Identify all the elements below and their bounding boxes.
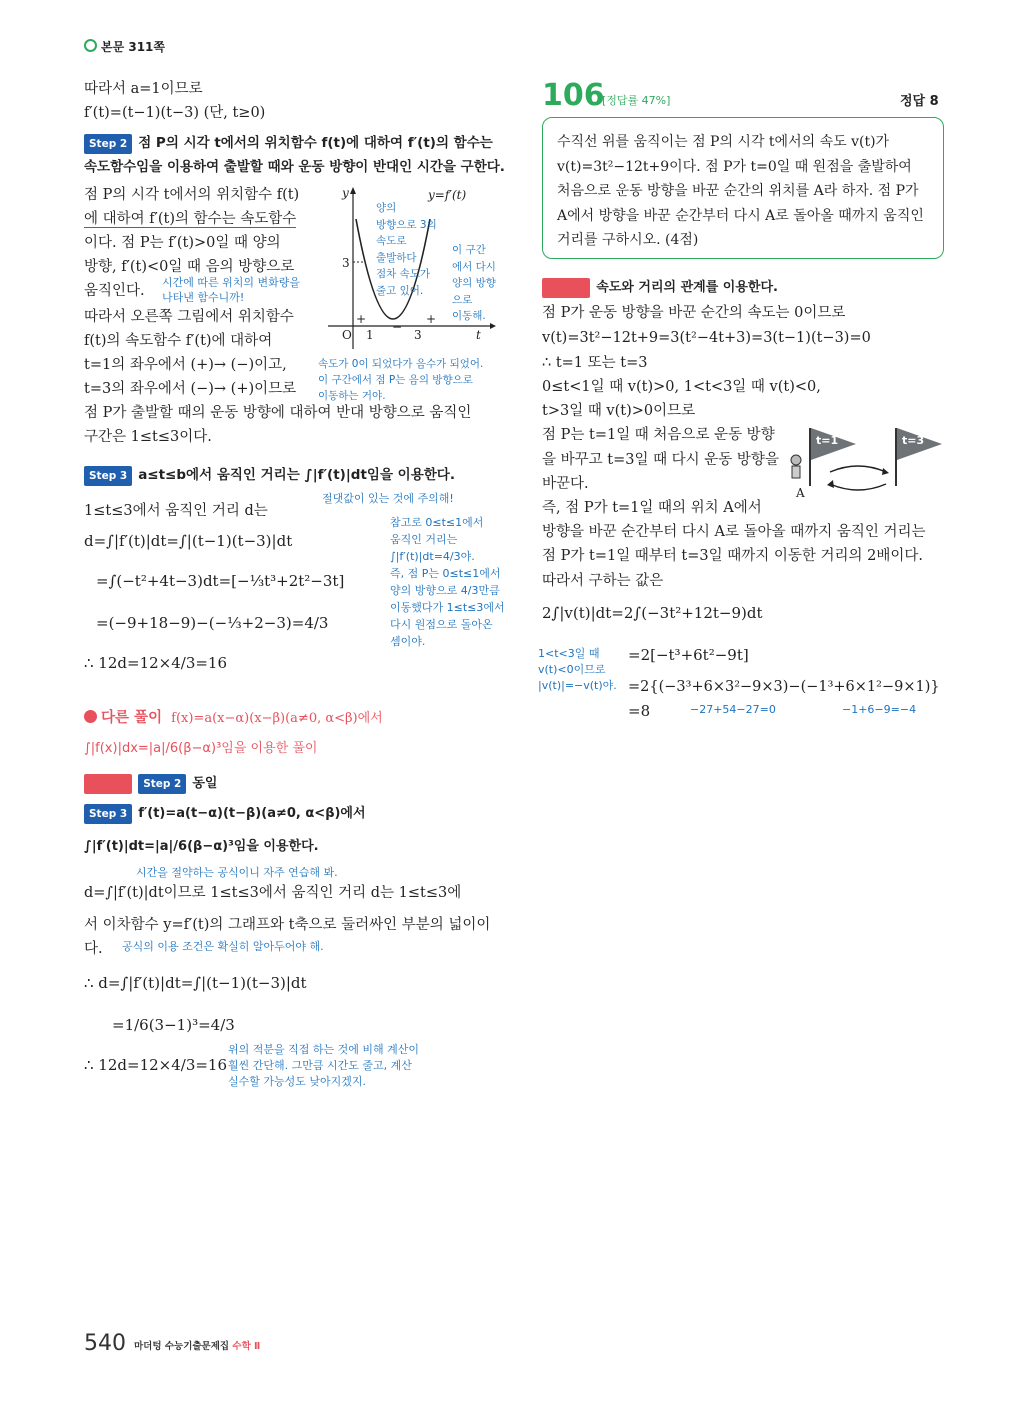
- y-tick-label: 3: [342, 256, 350, 270]
- problem-box: [542, 117, 944, 259]
- problem-number: 106: [542, 78, 605, 113]
- problem-line: 수직선 위를 움직이는 점 P의 시각 t에서의 속도 v(t)가: [557, 134, 890, 150]
- page-reference: 본문 311쪽: [84, 38, 165, 55]
- text-line: ∴ t=1 또는 t=3: [542, 355, 648, 371]
- equation: =2[−t³+6t²−9t]: [628, 646, 749, 664]
- book-title: 마더텅 수능기출문제집 수학 Ⅱ: [134, 1341, 261, 1352]
- equation: =2{(−3³+6×3²−9×3)−(−1³+6×1²−9×1)}: [628, 679, 940, 695]
- text-line: 을 바꾸고 t=3일 때 다시 운동 방향을: [542, 452, 779, 468]
- side-note: 시간에 따른 위치의 변화량을 나타낸 함수니까!: [162, 276, 301, 304]
- alt-step3: Step 3 f′(t)=a(t−α)(t−β)(a≠0, α<β)에서: [84, 804, 366, 824]
- page-number: 540: [84, 1331, 126, 1356]
- equation: =(−9+18−9)−(−⅓+2−3)=4/3: [96, 614, 329, 632]
- point-label: A: [796, 486, 805, 500]
- final-note: 1<t<3일 때 v(t)<0이므로 |v(t)|=−v(t)야.: [538, 647, 617, 692]
- text-line: v(t)=3t²−12t+9=3(t²−4t+3)=3(t−1)(t−3)=0: [542, 330, 871, 346]
- alt-steps-same: Step 1 Step 2 동일: [84, 774, 218, 794]
- text-line: 0≤t<1일 때 v(t)>0, 1<t<3일 때 v(t)<0,: [542, 379, 821, 395]
- text-line: t=1의 좌우에서 (+)→ (−)이고,: [84, 357, 287, 373]
- text-line: 에 대하여 f′(t)의 함수는 속도함수: [84, 211, 297, 227]
- equation: ∴ 12d=12×4/3=16: [84, 654, 228, 672]
- equation: 2∫|v(t)|dt=2∫(−3t²+12t−9)dt: [542, 604, 763, 622]
- equation: d=∫|f′(t)|dt=∫|(t−1)(t−3)|dt: [84, 532, 293, 550]
- text-line: 이다. 점 P는 f′(t)>0일 때 양의: [84, 235, 281, 251]
- problem-line: 처음으로 운동 방향을 바꾼 순간의 위치를 A라 하자. 점 P가: [557, 183, 919, 199]
- person-icon: [791, 455, 801, 465]
- step-badge: Step 2: [84, 134, 132, 154]
- text-line: 움직인다.: [84, 283, 145, 299]
- right-step1-header: Step 1 속도와 거리의 관계를 이용한다.: [542, 278, 778, 298]
- step-badge: Step 3: [84, 466, 132, 486]
- text-line: 점 P가 t=1일 때부터 t=3일 때까지 이동한 거리의 2배이다.: [542, 548, 923, 564]
- alt-step3-line2: ∫|f′(t)|dt=|a|/6(β−α)³임을 이용한다.: [84, 839, 319, 854]
- problem-line: 거리를 구하시오. (4점): [557, 232, 699, 248]
- side-note: 시간을 절약하는 공식이니 자주 연습해 봐.: [136, 866, 338, 879]
- sign-label: −: [392, 320, 403, 334]
- text-line: t=3의 좌우에서 (−)→ (+)이므로: [84, 381, 297, 397]
- graph-note-right: 이 구간 에서 다시 양의 방향 으로 이동해.: [452, 244, 496, 322]
- problem-line: A에서 방향을 바꾼 순간부터 다시 A로 돌아올 때까지 움직인: [557, 207, 924, 224]
- tick-label: 3: [414, 328, 422, 342]
- final-note: 위의 적분을 직접 하는 것에 비해 계산이 훨씬 간단해. 그만큼 시간도 줄고, 계산 실수할 가능성도 낮아지겠지.: [228, 1043, 419, 1088]
- problem-line: v(t)=3t²−12t+9이다. 점 P가 t=0일 때 원점을 출발하여: [557, 158, 912, 175]
- text-line: 다.: [84, 941, 103, 957]
- text-line: 바꾼다.: [542, 476, 589, 492]
- graph-note-bottom: 속도가 0이 되었다가 음수가 되었어. 이 구간에서 점 P는 음의 방향으로 이동하는 거야.: [318, 358, 484, 402]
- sign-label: +: [356, 312, 367, 326]
- text-line: t>3일 때 v(t)>0이므로: [542, 403, 696, 419]
- text-line: 1≤t≤3에서 움직인 거리 d는: [84, 503, 268, 519]
- step3-header: Step 3 a≤t≤b에서 움직인 거리는 ∫|f′(t)|dt임을 이용한다.: [84, 466, 455, 486]
- side-note: 절댓값이 있는 것에 주의해!: [322, 492, 454, 505]
- step2-header: Step 2 점 P의 시각 t에서의 위치함수 f(t)에 대하여 f′(t)의 함수는: [84, 134, 493, 154]
- text-line: 서 이차함수 y=f′(t)의 그래프와 t축으로 둘러싸인 부분의 넓이이: [84, 917, 491, 933]
- star-circle-icon: [84, 710, 97, 723]
- equation: ∴ d=∫|f′(t)|dt=∫|(t−1)(t−3)|dt: [84, 974, 307, 992]
- step2-header-line2: 속도함수임을 이용하여 출발할 때와 운동 방향이 반대인 시간을 구한다.: [84, 159, 505, 175]
- alt-solution-title: 다른 풀이 f(x)=a(x−α)(x−β)(a≠0, α<β)에서: [84, 706, 383, 727]
- text-line: 방향을 바꾼 순간부터 다시 A로 돌아올 때까지 움직인 거리는: [542, 524, 926, 540]
- circle-bullet-icon: [84, 39, 97, 52]
- text-line: 점 P는 t=1일 때 처음으로 운동 방향: [542, 427, 775, 443]
- graph-note-left: 양의 방향으로 3의 속도로 출발하다 점차 속도가 줄고 있어.: [376, 202, 437, 297]
- arrow-icon: [830, 484, 886, 490]
- step-badge: Step 1: [84, 774, 132, 794]
- side-note: 공식의 이용 조건은 확실히 알아두어야 해.: [122, 940, 324, 953]
- equation: =1/6(3−1)³=4/3: [112, 1016, 235, 1034]
- sub-calc: −1+6−9=−4: [842, 703, 917, 716]
- y-axis-label: y: [342, 186, 349, 200]
- text-line: 즉, 점 P가 t=1일 때의 위치 A에서: [542, 500, 762, 516]
- text-line: 따라서 구하는 값은: [542, 573, 664, 589]
- equation: ∴ 12d=12×4/3=16: [84, 1056, 228, 1074]
- sub-calc: −27+54−27=0: [690, 703, 776, 716]
- sign-label: +: [426, 312, 437, 326]
- answer: 정답 8: [900, 94, 939, 109]
- step-badge: Step 1: [542, 278, 590, 298]
- correct-rate: [정답률 47%]: [602, 94, 671, 107]
- equation: =∫(−t²+4t−3)dt=[−⅓t³+2t²−3t]: [96, 572, 345, 590]
- flag-label: t=3: [902, 434, 925, 447]
- text-line: 구간은 1≤t≤3이다.: [84, 429, 212, 445]
- t-axis-label: t: [476, 328, 481, 342]
- text-line: 점 P가 출발할 때의 운동 방향에 대하여 반대 방향으로 움직인: [84, 405, 472, 421]
- equation: =8: [628, 702, 651, 720]
- origin-label: O: [342, 328, 352, 342]
- text-line: 따라서 오른쪽 그림에서 위치함수: [84, 309, 294, 325]
- arrow-icon: [830, 466, 886, 472]
- curve-label: y=f′(t): [428, 188, 467, 202]
- tick-label: 1: [366, 328, 374, 342]
- text-line: 점 P가 운동 방향을 바꾼 순간의 속도는 0이므로: [542, 305, 846, 321]
- calc-note: 참고로 0≤t≤1에서 움직인 거리는 ∫|f′(t)|dt=4/3야. 즉, 점 P는 0≤t≤1에서 양의 방향으로 4/3만큼 이동했다가 1≤t≤3에서 다시 원점으로 돌아온 셈이야.: [390, 516, 505, 648]
- step-badge: Step 3: [84, 804, 132, 824]
- step-badge: Step 2: [138, 774, 186, 794]
- text-line: f′(t)=(t−1)(t−3) (단, t≥0): [84, 105, 266, 121]
- text-line: 따라서 a=1이므로: [84, 81, 203, 97]
- flag-label: t=1: [816, 434, 839, 447]
- text-line: f(t)의 속도함수 f′(t)에 대하여: [84, 333, 273, 349]
- alt-formula: ∫|f(x)|dx=|a|/6(β−α)³임을 이용한 풀이: [84, 741, 318, 756]
- text-line: 점 P의 시각 t에서의 위치함수 f(t): [84, 187, 300, 203]
- text-line: d=∫|f′(t)|dt이므로 1≤t≤3에서 움직인 거리 d는 1≤t≤3에: [84, 885, 462, 901]
- text-line: 방향, f′(t)<0일 때 음의 방향으로: [84, 259, 295, 275]
